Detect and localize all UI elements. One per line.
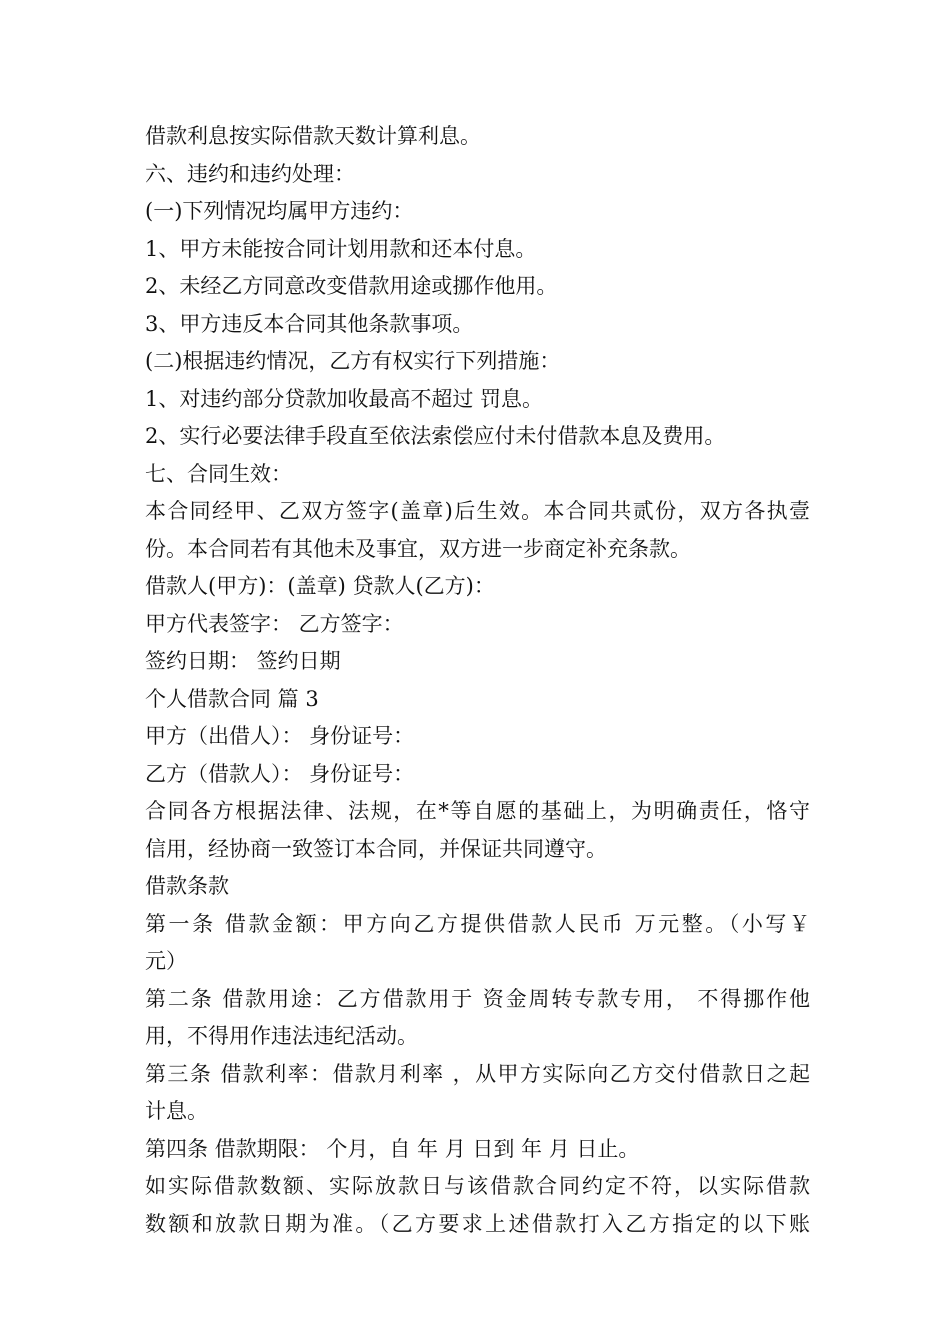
clause-line: 计息。 (145, 1099, 208, 1123)
paragraph-line: 信用，经协商一致签订本合同，并保证共同遵守。 (145, 836, 607, 861)
clause-line: 用，不得用作违法违纪活动。 (145, 1024, 418, 1048)
clause-line: 第四条 借款期限： 个月，自 年 月 日到 年 月 日止。 (145, 1136, 640, 1161)
signature-line: 甲方代表签字： 乙方签字： (145, 611, 404, 636)
paragraph-line: 份。本合同若有其他未及事宜，双方进一步商定补充条款。 (145, 536, 691, 561)
paragraph-line: 数额和放款日期为准。（乙方要求上述借款打入乙方指定的以下账 (145, 1211, 810, 1236)
section-heading-effect: 七、合同生效： (145, 461, 292, 486)
party-line: 甲方（出借人）： 身份证号： (145, 724, 415, 748)
clause-line: 第三条 借款利率：借款月利率 ，从甲方实际向乙方交付借款日之起 (145, 1061, 810, 1086)
list-item: 3、甲方违反本合同其他条款事项。 (145, 311, 474, 336)
clause-line: 第二条 借款用途：乙方借款用于 资金周转专款专用， 不得挪作他 (145, 986, 810, 1011)
list-item: 1、甲方未能按合同计划用款和还本付息。 (145, 236, 537, 261)
party-line: 乙方（借款人）： 身份证号： (145, 761, 415, 786)
subsection-heading: (一)下列情况均属甲方违约： (145, 199, 414, 223)
list-item: 2、未经乙方同意改变借款用途或挪作他用。 (145, 274, 558, 298)
list-item: 2、实行必要法律手段直至依法索偿应付未付借款本息及费用。 (145, 424, 726, 448)
date-line: 签约日期： 签约日期 (145, 649, 341, 673)
document-body (145, 118, 810, 1243)
paragraph-line: 如实际借款数额、实际放款日与该借款合同约定不符，以实际借款 (145, 1174, 810, 1198)
paragraph-line: 本合同经甲、乙双方签字(盖章)后生效。本合同共贰份，双方各执壹 (145, 499, 810, 523)
clause-line: 元） (145, 949, 187, 973)
section-heading-breach: 六、违约和违约处理： (145, 161, 355, 186)
subsection-heading: (二)根据违约情况，乙方有权实行下列措施： (145, 349, 561, 373)
contract-title: 个人借款合同 篇 3 (145, 686, 319, 711)
clauses-heading: 借款条款 (145, 874, 229, 898)
signature-line: 借款人(甲方)：(盖章) 贷款人(乙方)： (145, 574, 495, 598)
text-line: 借款利息按实际借款天数计算利息。 (145, 124, 481, 148)
clause-line: 第一条 借款金额：甲方向乙方提供借款人民币 万元整。（小写￥ (145, 911, 810, 936)
paragraph-line: 合同各方根据法律、法规，在*等自愿的基础上，为明确责任，恪守 (145, 799, 810, 823)
list-item: 1、对违约部分贷款加收最高不超过 罚息。 (145, 386, 544, 411)
